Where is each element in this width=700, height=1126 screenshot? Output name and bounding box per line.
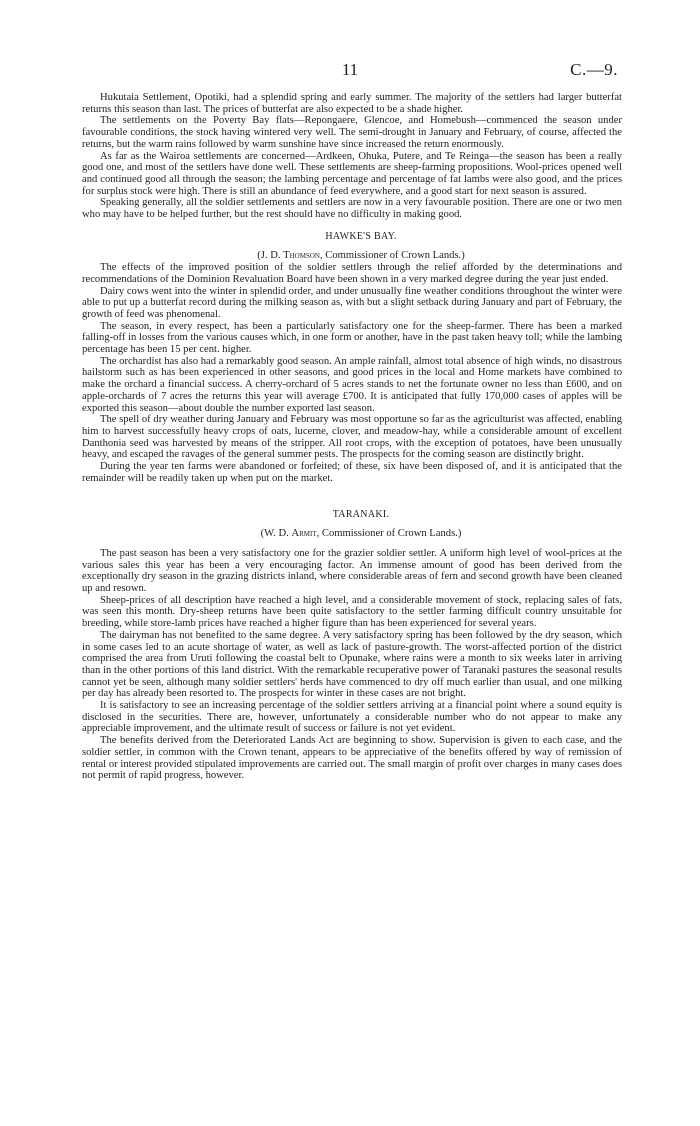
commissioner-line <box>82 528 622 540</box>
paragraph: The spell of dry weather during January and February was most opportune so far as the agriculturist was affected, enabling him to harvest successfully heavy crops of oats, lucerne, clover, and meadow-hay, while a considerable amount of excellent Danthonia seed was harvested by means of the stripper. All root crops, with the exception of potatoes, have been unusually heavy, and escaped the ravages of the general summer pests. The prospects for the coming season are distinctly bright. <box>82 414 622 461</box>
section-heading: HAWKE'S BAY. <box>325 230 397 242</box>
hawkes-bay-section <box>82 231 622 485</box>
commissioner-name: Armit <box>291 528 317 540</box>
commissioner-prefix: (J. D. <box>257 250 284 262</box>
paragraph: The benefits derived from the Deteriorated Lands Act are beginning to show. Supervision is given to each case, and the soldier settler, in common with the Crown tenant, appears to be appreciative of the benefits offered by way of remission of rental or interest provided stipulated improvements are carried out. The small margin of profit over charges in many cases does not permit of rapid progress, however. <box>82 735 622 782</box>
commissioner-title: , Commissioner of Crown Lands.) <box>319 250 465 262</box>
paragraph: The settlements on the Poverty Bay flats—Repongaere, Glencoe, and Homebush—commenced the season under favourable conditions, the stock having wintered very well. The semi-drought in January and February, of course, affected the returns, but the warm rains followed by warm sunshine have since increased the return enormously. <box>82 115 622 150</box>
document-code: C.—9. <box>570 60 618 79</box>
paragraph: Sheep-prices of all description have reached a high level, and a considerable movement of stock, replacing sales of fats, was seen this month. Dry-sheep returns have been quite satisfactory to the settler farming difficult country unsuitable for breeding, while store-lamb prices have reached a higher figure than has been experienced for several years. <box>82 594 622 630</box>
commissioner-name: Thomson <box>283 250 320 262</box>
commissioner-prefix: (W. D. <box>260 528 292 540</box>
paragraph: Dairy cows went into the winter in splendid order, and under unusually fine weather conditions throughout the winter were able to put up a butterfat record during the milking season as, with but a slight setback during January and part of February, the growth of feed was phenomenal. <box>82 285 622 320</box>
paragraph: During the year ten farms were abandoned or forfeited; of these, six have been disposed of, and it is anticipated that the remainder will be readily taken up when put on the market. <box>82 461 622 484</box>
paragraph: Speaking generally, all the soldier settlements and settlers are now in a very favourable position. There are one or two men who may have to be helped further, but the rest should have no difficulty in making good. <box>82 197 622 221</box>
intro-section <box>82 92 622 221</box>
section-heading: TARANAKI. <box>332 508 390 520</box>
commissioner-title: , Commissioner of Crown Lands.) <box>316 528 462 540</box>
paragraph: It is satisfactory to see an increasing percentage of the soldier settlers arriving at a financial point where a sound equity is disclosed in the securities. There are, however, unfortunately a considerable number who do not appear to make any appreciable improvement, and the ultimate result of success or failure is not yet evident. <box>82 700 622 735</box>
paragraph: As far as the Wairoa settlements are concerned—Ardkeen, Ohuka, Putere, and Te Reinga—the season has been a really good one, and most of the settlers have done well. These settlements are sheep-farming propositions. Wool-prices opened well and continued good all through the season; the lambing percentage and percentage of fat lambs were also good, and the prices for surplus stock were high. There is still an abundance of feed everywhere, and a good start for next season is assured. <box>82 150 622 197</box>
page-number: 11 <box>341 60 359 79</box>
paragraph: The orchardist has also had a remarkably good season. An ample rainfall, almost total absence of high winds, no disastrous hailstorm such as has been experienced in other seasons, and good prices in the local and Home markets have combined to make the orchard a financial success. A cherry-orchard of 5 acres stands to net the fortunate owner no less than £600, and on apple-orchards of 7 acres the returns this year will average £700. It is anticipated that fully 170,000 cases of apples will be exported this season—about double the number exported last season. <box>82 355 622 414</box>
taranaki-section <box>82 509 622 782</box>
paragraph: The past season has been a very satisfactory one for the grazier soldier settler. A uniform high level of wool-prices at the various sales this year has been a very encouraging factor. An immense amount of good has been derived from the exceptionally dry season in the grazing districts inland, where considerable areas of fern and second growth have been cleaned up and resown. <box>82 547 622 595</box>
paragraph: Hukutaia Settlement, Opotiki, had a splendid spring and early summer. The majority of the settlers had larger butterfat returns this season than last. The prices of butterfat are also expected to be a shade higher. <box>82 92 622 115</box>
document-body <box>82 92 622 782</box>
paragraph: The dairyman has not benefited to the same degree. A very satisfactory spring has been followed by the dry season, which in some cases led to an acute shortage of water, as well as lack of pasture-growth. The worst-affected portion of the district comprised the area from Uruti following the coastal belt to Opunake, where rains were a month to six weeks later in arriving than in the other portions of this land district. With the remarkable recuperative power of Taranaki pastures the seasonal results cannot yet be seen, although many soldier settlers' herds have commenced to dry off much earlier than usual, and one milking per day has already been resorted to. The prospects for winter in these cases are not bright. <box>82 629 622 700</box>
paragraph: The season, in every respect, has been a particularly satisfactory one for the sheep-farmer. There has been a marked falling-off in losses from the various causes which, in one form or another, have in the past taken heavy toll; while the lambing percentage has been 15 per cent. higher. <box>82 320 622 356</box>
paragraph: The effects of the improved position of the soldier settlers through the relief afforded by the determinations and recommendations of the Dominion Revaluation Board have been shown in a very marked degree during the year just ended. <box>82 262 622 285</box>
commissioner-line <box>82 250 622 262</box>
